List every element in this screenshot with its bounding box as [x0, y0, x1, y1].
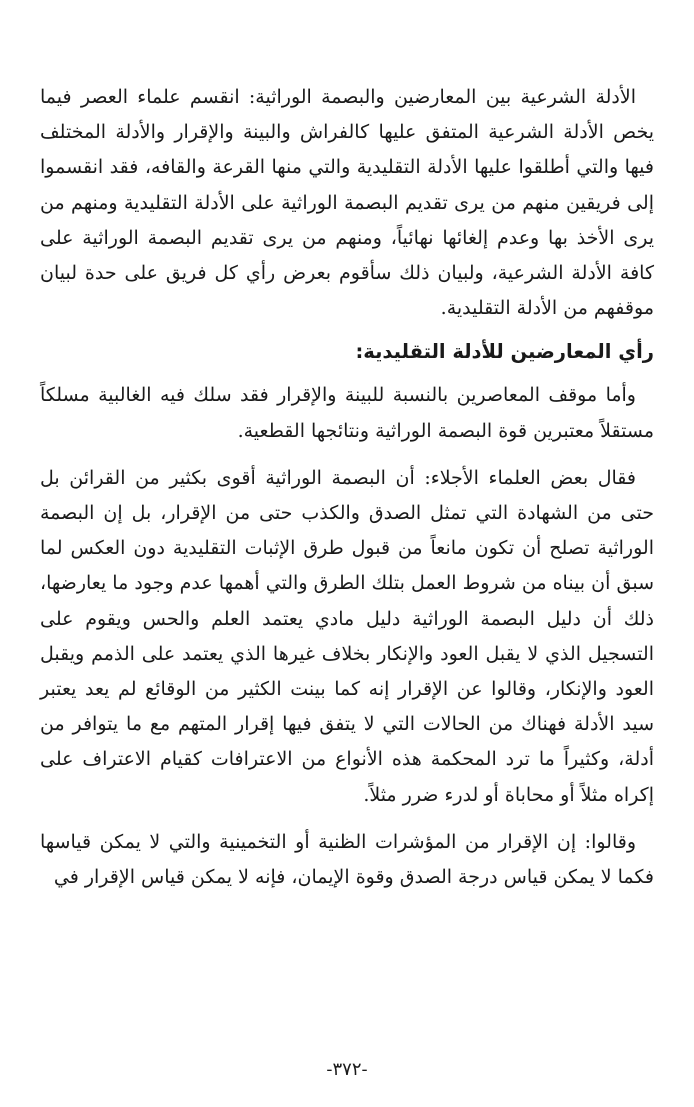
- page-number: -٣٧٢-: [326, 1059, 368, 1080]
- section-heading: رأي المعارضين للأدلة التقليدية:: [355, 340, 654, 364]
- contemporaries-paragraph: وأما موقف المعاصرين بالنسبة للبينة والإقرار فقد سلك فيه الغالبية مسلكاً مستقلاً معتبرين قوة البصمة الوراثية ونتائجها القطعية.: [40, 384, 654, 442]
- page-body: [40, 80, 654, 907]
- intro-paragraph: الأدلة الشرعية بين المعارضين والبصمة الوراثية: انقسم علماء العصر فيما يخص الأدلة الشرعية المتفق عليها كالفراش والبينة والإقرار والأدلة المختلف فيها والتي أطلقوا عليها الأدلة التقليدية والتي منها القرعة والقافه، فقد انقسموا إلى فريقين منهم من يرى تقديم البصمة الوراثية على الأدلة التقليدية ومنهم من يرى الأخذ بها وعدم إلغائها نهائياً، ومنهم من يرى تقديم البصمة الوراثية على كافة الأدلة الشرعية، ولبيان ذلك سأقوم بعرض رأي كل فريق على حدة لبيان موقفهم من الأدلة التقليدية.: [40, 86, 654, 320]
- speculative-paragraph: وقالوا: إن الإقرار من المؤشرات الظنية أو التخمينية والتي لا يمكن قياسها فكما لا يمكن قياس درجة الصدق وقوة الإيمان، فإنه لا يمكن قياس الإقرار في: [40, 830, 654, 889]
- scholars-paragraph: فقال بعض العلماء الأجلاء: أن البصمة الوراثية أقوى بكثير من القرائن بل حتى من الشهادة التي تمثل الصدق والكذب حتى من الإقرار، بل إن البصمة الوراثية تصلح أن تكون مانعاً من قبول طرق الإثبات التقليدية دون العكس لما سبق أن بيناه من شروط العمل بتلك الطرق والتي أهمها عدم وجود ما يعارضها، ذلك أن دليل البصمة الوراثية دليل مادي يعتمد العلم والحس ويقوم على التسجيل الذي لا يقبل العود والإنكار بخلاف غيرها الذي يعتمد على الذمم ويقبل العود والإنكار، وقالوا عن الإقرار إنه كما بينت الكثير من الوقائع لم يعد يعتبر سيد الأدلة فهناك من الحالات التي لا يتفق فيها إقرار المتهم مع ما يتوافر من أدلة، وكثيراً ما ترد المحكمة هذه الأنواع من الاعترافات كقيام الاعتراف على إكراه مثلاً أو محاباة أو لدرء ضرر مثلاً.: [40, 466, 654, 806]
